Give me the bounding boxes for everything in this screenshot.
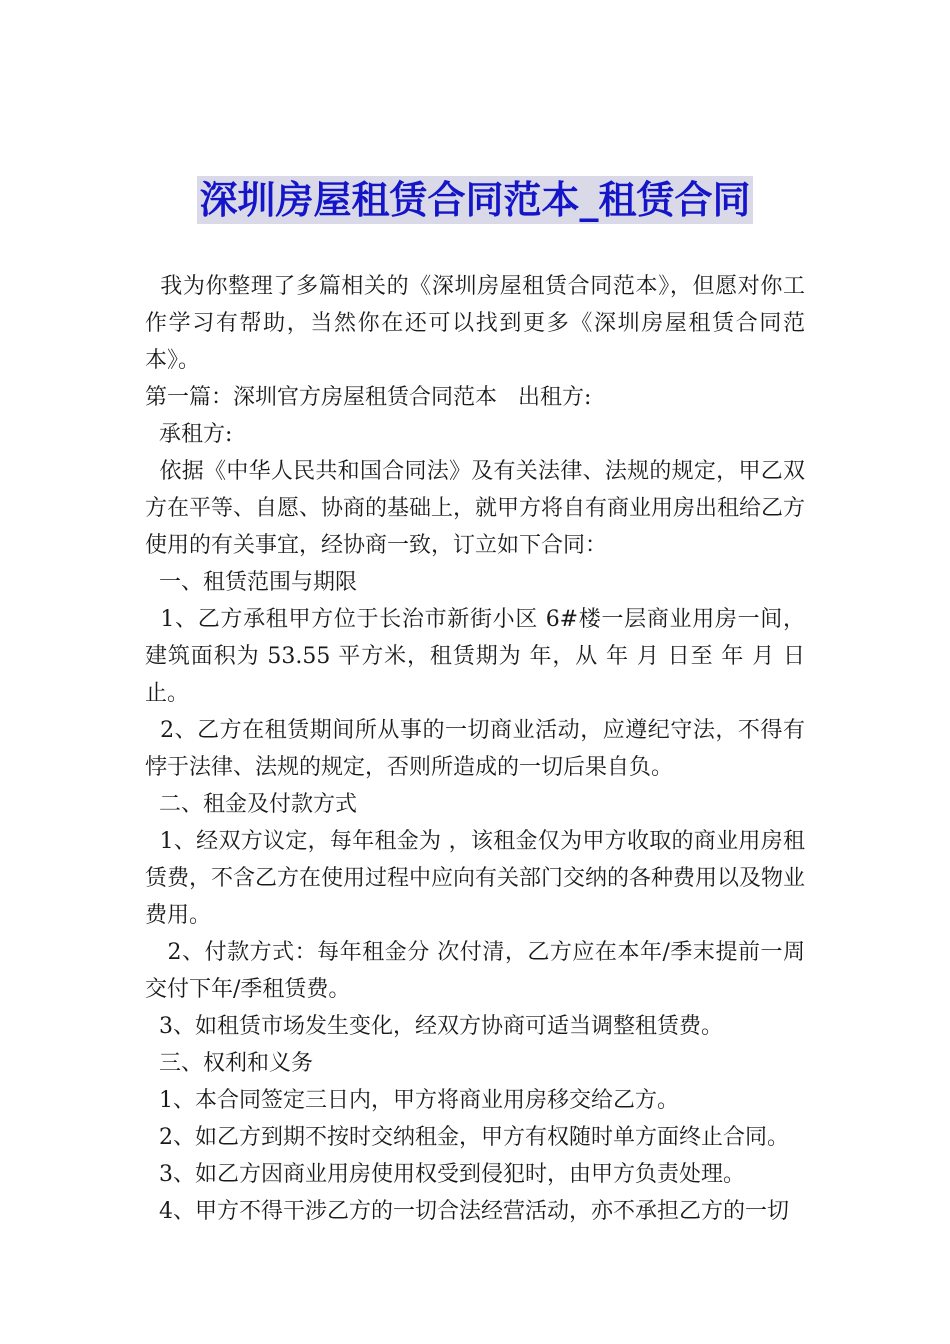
clause-rent-1: 1、经双方议定，每年租金为 ，该租金仅为甲方收取的商业用房租赁费，不含乙方在使用过程中应向有关部门交纳的各种费用以及物业费用。 [145,829,806,928]
document-body [145,268,805,1230]
paragraph-basis: 依据《中华人民共和国合同法》及有关法律、法规的规定，甲乙双方在平等、自愿、协商的基础上，就甲方将自有商业用房出租给乙方使用的有关事宜，经协商一致，订立如下合同： [145,459,806,558]
clause-rent-2: 2、付款方式：每年租金分 次付清，乙方应在本年/季末提前一周交付下年/季租赁费。 [145,940,806,1002]
paragraph-intro: 我为你整理了多篇相关的《深圳房屋租赁合同范本》，但愿对你工作学习有帮助，当然你在还可以找到更多《深圳房屋租赁合同范本》。 [145,274,805,373]
document-title: 深圳房屋租赁合同范本_租赁合同 [199,178,751,222]
clause-scope-1: 1、乙方承租甲方位于长治市新街小区 6#楼一层商业用房一间，建筑面积为 53.55 平方米，租赁期为 年，从 年 月 日至 年 月 日止。 [145,607,805,706]
document-title-wrap [0,176,950,224]
section-heading-scope: 一、租赁范围与期限 [145,570,358,595]
clause-rights-3: 3、如乙方因商业用房使用权受到侵犯时，由甲方负责处理。 [145,1162,745,1187]
clause-rent-3: 3、如租赁市场发生变化，经双方协商可适当调整租赁费。 [145,1014,723,1039]
paragraph-lessee: 承租方: [145,422,233,447]
section-heading-rent: 二、租金及付款方式 [145,792,358,817]
paragraph-part-one-heading: 第一篇：深圳官方房屋租赁合同范本 出租方: [145,385,592,410]
section-heading-rights: 三、权利和义务 [145,1051,314,1076]
clause-rights-4: 4、甲方不得干涉乙方的一切合法经营活动，亦不承担乙方的一切 [145,1199,789,1224]
clause-scope-2: 2、乙方在租赁期间所从事的一切商业活动，应遵纪守法，不得有悖于法律、法规的规定，否则所造成的一切后果自负。 [145,718,805,780]
clause-rights-2: 2、如乙方到期不按时交纳租金，甲方有权随时单方面终止合同。 [145,1125,789,1150]
clause-rights-1: 1、本合同签定三日内，甲方将商业用房移交给乙方。 [145,1088,679,1113]
